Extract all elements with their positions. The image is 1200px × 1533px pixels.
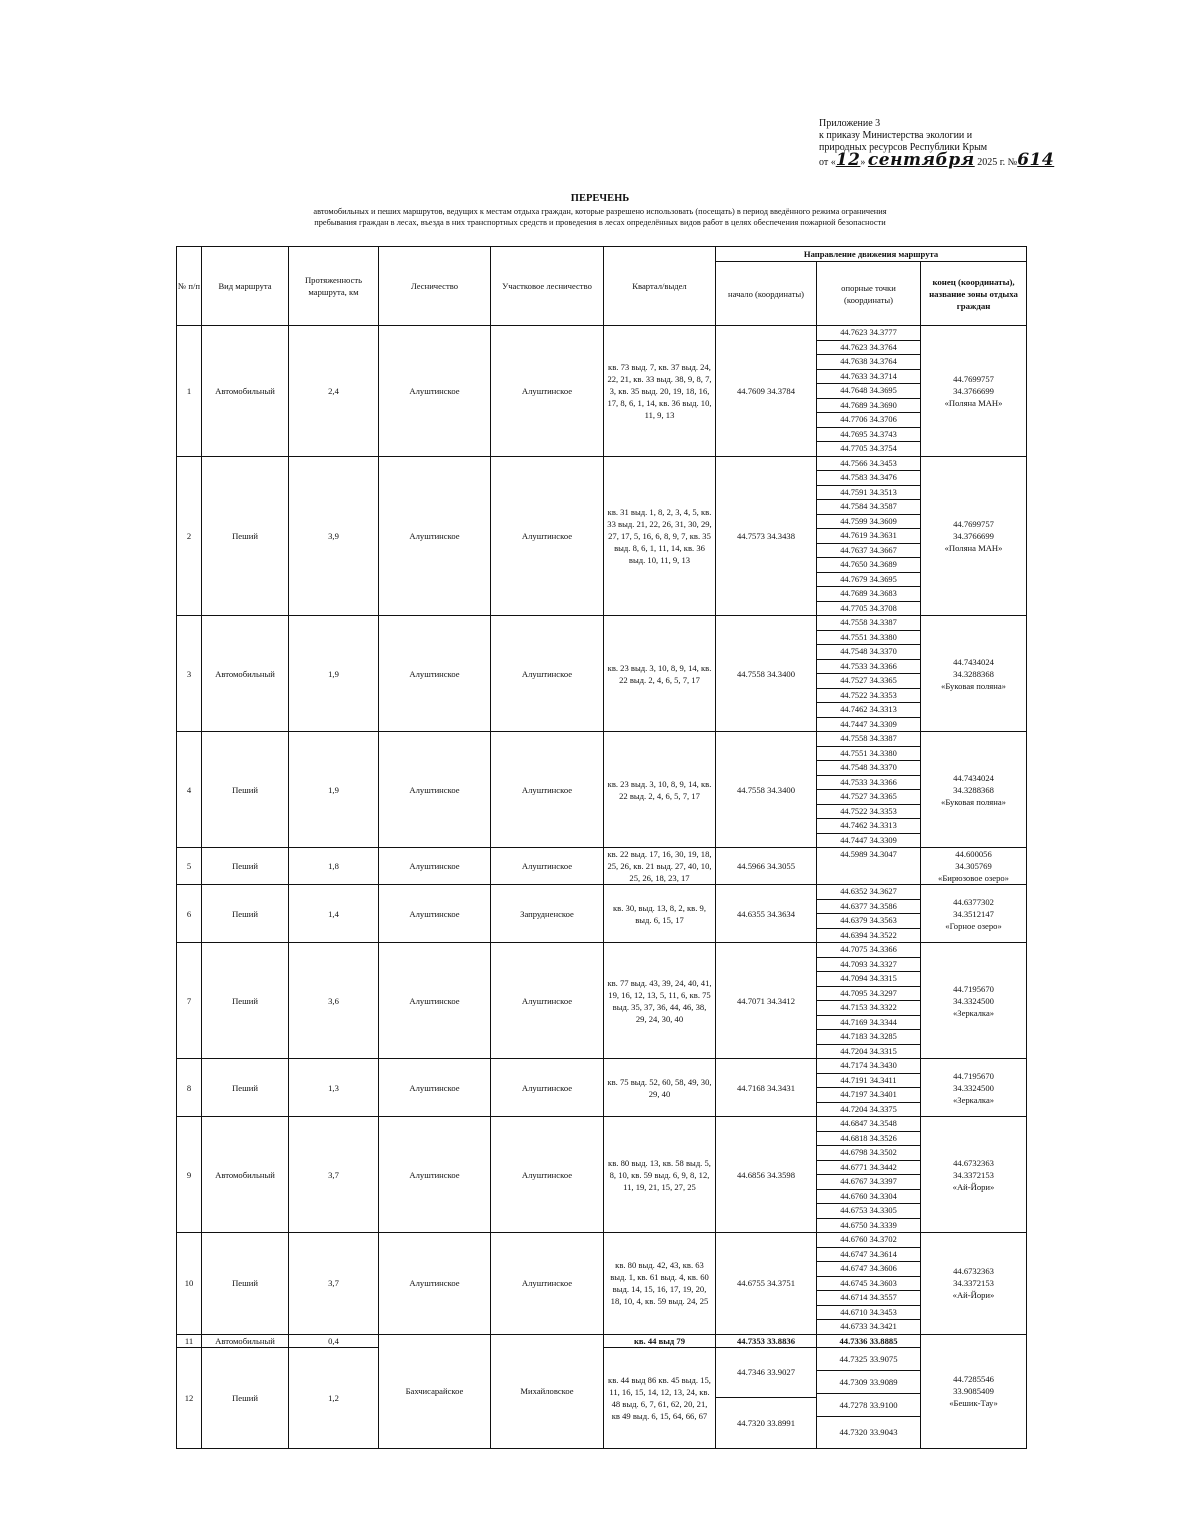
route-district: Алуштинское [491,1233,604,1335]
waypoint: 44.7153 34.3322 [817,1001,920,1016]
header-num: № п/п [177,247,202,326]
waypoint: 44.7093 34.3327 [817,958,920,973]
route-num: 8 [177,1059,202,1117]
route-type: Автомобильный [202,326,289,457]
waypoint: 44.6747 34.3606 [817,1262,920,1277]
appendix-date-line [819,150,1059,170]
header-waypoints: опорные точки (координаты) [817,262,921,326]
waypoint: 44.7583 34.3476 [817,471,920,486]
subtitle-line-2: пребывания граждан в лесах, въезда в них транспортных средств и проведения в лесах определённых видов работ в целях обеспечения пожарной безопасности [314,218,886,227]
start-point-a: 44.7346 33.9027 [716,1348,816,1399]
route-quarter: кв. 73 выд. 7, кв. 37 выд. 24, 22, 21, кв. 33 выд. 38, 9, 8, 7, 3, кв. 35 выд. 20, 19, 18, 16, 17, 8, 6, 1, 14, кв. 36 выд. 10, 11, 9, 13 [604,326,716,457]
route-waypoints [817,885,921,943]
table-row [177,1233,1027,1335]
route-length: 2,4 [289,326,379,457]
table-body [177,326,1027,1449]
waypoint: 44.7619 34.3631 [817,529,920,544]
route-end [921,1233,1027,1335]
waypoint: 44.7689 34.3690 [817,399,920,414]
route-district: Михайловское [491,1334,604,1448]
route-end [921,848,1027,885]
waypoint: 44.7705 34.3754 [840,444,897,453]
route-type: Пеший [202,456,289,616]
end-coordinate: 44.7434024 [953,772,994,783]
route-num: 9 [177,1117,202,1233]
recreation-zone-name: «Буковая поляна» [941,796,1006,807]
route-num: 11 [177,1334,202,1347]
route-waypoints [817,848,921,885]
route-start: 44.6355 34.3634 [716,885,817,943]
route-end [921,1334,1027,1448]
route-length: 3,9 [289,456,379,616]
route-start: 44.7071 34.3412 [716,943,817,1059]
waypoint: 44.7551 34.3380 [817,631,920,646]
waypoint: 44.7447 34.3309 [840,719,897,729]
route-district: Алуштинское [491,848,604,885]
order-number: 614 [1017,150,1055,170]
waypoint: 44.7522 34.3353 [817,689,920,704]
waypoint: 44.6771 34.3442 [817,1161,920,1176]
route-forestry: Бахчисарайское [379,1334,491,1448]
document-subtitle [180,206,1020,228]
route-end [921,456,1027,616]
route-num: 2 [177,456,202,616]
waypoint: 44.7197 34.3401 [817,1088,920,1103]
waypoint: 44.7695 34.3743 [817,428,920,443]
waypoint: 44.7095 34.3297 [817,987,920,1002]
waypoint: 44.7527 34.3365 [817,790,920,805]
waypoint: 44.7584 34.3587 [817,500,920,515]
route-quarter: кв. 80 выд. 42, 43, кв. 63 выд. 1, кв. 61 выд. 4, кв. 60 выд. 14, 15, 16, 17, 19, 20, 18, 10, 4, кв. 59 выд. 24, 25 [604,1233,716,1335]
route-quarter: кв. 23 выд. 3, 10, 8, 9, 14, кв. 22 выд. 2, 4, 6, 5, 7, 17 [604,732,716,848]
route-waypoints [817,1347,921,1448]
route-type: Автомобильный [202,1334,289,1347]
route-num: 4 [177,732,202,848]
waypoint: 44.6379 34.3563 [817,914,920,929]
waypoint: 44.6352 34.3627 [817,885,920,900]
route-end [921,616,1027,732]
header-district: Участковое лесничество [491,247,604,326]
route-type: Пеший [202,1347,289,1448]
recreation-zone-name: «Бешик-Тау» [949,1398,998,1408]
table-row [177,848,1027,885]
waypoint: 44.7533 34.3366 [817,660,920,675]
waypoint: 44.6760 34.3702 [817,1233,920,1248]
route-length: 3,6 [289,943,379,1059]
start-point-b: 44.7320 33.8991 [736,1417,795,1428]
route-district: Алуштинское [491,456,604,616]
route-num: 6 [177,885,202,943]
waypoint: 44.6733 34.3421 [840,1322,897,1331]
table-row [177,1117,1027,1233]
header-quarter: Квартал/выдел [604,247,716,326]
route-type: Автомобильный [202,616,289,732]
route-end [921,326,1027,457]
route-start: 44.7558 34.3400 [716,616,817,732]
route-forestry: Алуштинское [379,456,491,616]
route-district: Алуштинское [491,1059,604,1117]
route-num: 3 [177,616,202,732]
route-quarter: кв. 80 выд. 13, кв. 58 выд. 5, 8, 10, кв. 59 выд. 6, 9, 8, 12, 11, 19, 21, 15, 27, 25 [604,1117,716,1233]
waypoint: 44.7679 34.3695 [817,573,920,588]
waypoint: 44.6750 34.3339 [840,1220,897,1230]
route-length: 3,7 [289,1117,379,1233]
waypoint: 44.7094 34.3315 [817,972,920,987]
waypoint: 44.7591 34.3513 [817,486,920,501]
route-end [921,732,1027,848]
route-district: Алуштинское [491,732,604,848]
waypoint: 44.6745 34.3603 [817,1277,920,1292]
date-prefix: от « [819,157,836,168]
waypoint: 44.7447 34.3309 [840,835,897,845]
header-type: Вид маршрута [202,247,289,326]
route-num: 10 [177,1233,202,1335]
table-row [177,616,1027,732]
route-forestry: Алуштинское [379,616,491,732]
route-end [921,1117,1027,1233]
end-coordinate: 34.3324500 [953,1082,994,1093]
end-coordinate: 34.3324500 [953,995,994,1006]
end-coordinate: 44.600056 [955,849,992,859]
recreation-zone-name: «Поляна МАН» [944,397,1003,408]
route-forestry: Алуштинское [379,1059,491,1117]
route-start: 44.6856 34.3598 [716,1117,817,1233]
route-length: 3,7 [289,1233,379,1335]
header-end: конец (координаты), название зоны отдыха граждан [921,262,1027,326]
end-coordinate: 33.9085409 [953,1386,994,1396]
waypoint: 44.7522 34.3353 [817,805,920,820]
route-num: 7 [177,943,202,1059]
waypoint: 44.7551 34.3380 [817,747,920,762]
end-coordinate: 44.7285546 [953,1374,994,1384]
waypoint: 44.7325 33.9075 [817,1348,920,1371]
waypoint: 44.7650 34.3689 [817,558,920,573]
waypoint: 44.6394 34.3522 [840,930,897,940]
route-start: 44.7573 34.3438 [716,456,817,616]
end-coordinate: 44.7195670 [953,1070,994,1081]
route-waypoints [817,456,921,616]
route-quarter: кв. 77 выд. 43, 39, 24, 40, 41, 19, 16, 12, 13, 5, 11, 6, кв. 75 выд. 35, 37, 36, 44, 46, 38, 29, 24, 30, 40 [604,943,716,1059]
waypoint: 44.6767 34.3397 [817,1175,920,1190]
end-coordinate: 44.6732363 [953,1266,994,1277]
route-waypoints [817,943,921,1059]
route-length: 1,8 [289,848,379,885]
table-row [177,732,1027,848]
waypoint: 44.7191 34.3411 [817,1074,920,1089]
header-start: начало (координаты) [716,262,817,326]
route-num: 1 [177,326,202,457]
waypoint: 44.6760 34.3304 [817,1190,920,1205]
route-waypoints [817,1233,921,1335]
route-start: 44.7353 33.8836 [716,1334,817,1347]
date-sep: » [860,157,866,168]
date-month: сентября [867,150,975,170]
route-quarter: кв. 22 выд. 17, 16, 30, 19, 18, 25, 26, кв. 21 выд. 27, 40, 10, 25, 26, 18, 23, 17 [604,848,716,885]
waypoint: 44.6747 34.3614 [817,1248,920,1263]
route-type: Пеший [202,732,289,848]
header-length: Протяженность маршрута, км [289,247,379,326]
recreation-zone-name: «Бирюзовое озеро» [938,873,1009,883]
table-row [177,326,1027,457]
route-forestry: Алуштинское [379,885,491,943]
waypoint: 44.7633 34.3714 [817,370,920,385]
recreation-zone-name: «Буковая поляна» [941,680,1006,691]
end-coordinate: 34.3288368 [953,668,994,679]
waypoint: 44.7548 34.3370 [817,645,920,660]
route-end [921,885,1027,943]
header-forestry: Лесничество [379,247,491,326]
waypoint: 44.7462 34.3313 [817,703,920,718]
end-coordinate: 44.7699757 [953,373,994,384]
table-row [177,1059,1027,1117]
waypoint: 44.7623 34.3764 [817,341,920,356]
route-type: Пеший [202,1059,289,1117]
route-length: 1,2 [289,1347,379,1448]
route-district: Алуштинское [491,326,604,457]
route-length: 0,4 [289,1334,379,1347]
route-start: 44.7558 34.3400 [716,732,817,848]
waypoint: 44.7527 34.3365 [817,674,920,689]
waypoint: 44.7174 34.3430 [817,1059,920,1074]
route-type: Пеший [202,885,289,943]
recreation-zone-name: «Зеркалка» [952,1007,995,1018]
waypoint: 44.7204 34.3315 [840,1046,897,1056]
route-start: 44.5966 34.3055 [716,848,817,885]
end-coordinate: 34.3766699 [953,385,994,396]
waypoint: 44.7204 34.3375 [840,1104,897,1114]
route-waypoints [817,616,921,732]
route-forestry: Алуштинское [379,1117,491,1233]
route-forestry: Алуштинское [379,943,491,1059]
route-end [921,1059,1027,1117]
end-coordinate: 34.3372153 [953,1278,994,1289]
end-coordinate: 34.3766699 [953,530,994,541]
subtitle-line-1: автомобильных и пеших маршрутов, ведущих к местам отдыха граждан, которые разрешено использовать (посещать) в период введённого режима ограничения [313,207,887,216]
date-year: 2025 г. № [977,157,1018,168]
route-type: Пеший [202,1233,289,1335]
route-start [716,1347,817,1448]
route-start: 44.7609 34.3784 [716,326,817,457]
appendix-title: Приложение 3 [819,118,881,129]
waypoint: 44.7309 33.9089 [817,1371,920,1394]
waypoint: 44.7689 34.3683 [817,587,920,602]
route-type: Пеший [202,943,289,1059]
route-quarter: кв. 23 выд. 3, 10, 8, 9, 14, кв. 22 выд. 2, 4, 6, 5, 7, 17 [604,616,716,732]
date-day: 12 [835,150,861,170]
route-forestry: Алуштинское [379,848,491,885]
route-waypoints [817,1117,921,1233]
appendix-ministry: природных ресурсов Республики Крым [819,142,988,153]
route-num: 12 [177,1347,202,1448]
route-type: Автомобильный [202,1117,289,1233]
waypoint: 44.6714 34.3557 [817,1291,920,1306]
table-row [177,885,1027,943]
waypoint: 44.7558 34.3387 [817,616,920,631]
waypoint: 44.6710 34.3453 [817,1306,920,1321]
waypoint: 44.5989 34.3047 [840,850,897,859]
recreation-zone-name: «Ай-Йори» [952,1181,995,1192]
route-forestry: Алуштинское [379,732,491,848]
recreation-zone-name: «Ай-Йори» [952,1290,995,1301]
route-end [921,943,1027,1059]
waypoint: 44.7278 33.9100 [817,1394,920,1417]
route-length: 1,9 [289,616,379,732]
table-row [177,1334,1027,1347]
waypoint: 44.7183 34.3285 [817,1030,920,1045]
end-coordinate: 44.7195670 [953,983,994,994]
waypoint: 44.7548 34.3370 [817,761,920,776]
route-quarter: кв. 75 выд. 52, 60, 58, 49, 30, 29, 40 [604,1059,716,1117]
waypoint: 44.7637 34.3667 [817,544,920,559]
route-quarter: кв. 44 выд 86 кв. 45 выд. 15, 11, 16, 15, 14, 12, 13, 24, кв. 48 выд. 6, 7, 61, 62, 20, 21, кв 49 выд. 6, 15, 64, 66, 67 [604,1347,716,1448]
waypoint: 44.7706 34.3706 [817,413,920,428]
end-coordinate: 44.7699757 [953,518,994,529]
end-coordinate: 44.7434024 [953,656,994,667]
end-coordinate: 34.3372153 [953,1169,994,1180]
appendix-order-ref: к приказу Министерства экологии и [819,130,973,141]
route-start: 44.6755 34.3751 [716,1233,817,1335]
end-coordinate: 44.6732363 [953,1157,994,1168]
route-quarter: кв. 44 выд 79 [604,1334,716,1347]
routes-table [176,246,1027,1449]
route-district: Алуштинское [491,616,604,732]
table-row [177,456,1027,616]
waypoint: 44.7558 34.3387 [817,732,920,747]
waypoint: 44.6798 34.3502 [817,1146,920,1161]
route-waypoints [817,732,921,848]
route-start: 44.7168 34.3431 [716,1059,817,1117]
document-title: ПЕРЕЧЕНЬ [570,193,630,204]
recreation-zone-name: «Поляна МАН» [944,542,1003,553]
waypoint: 44.7566 34.3453 [817,457,920,472]
waypoint: 44.6753 34.3305 [817,1204,920,1219]
header-direction: Направление движения маршрута [716,247,1027,262]
route-quarter: кв. 30, выд. 13, 8, 2, кв. 9, выд. 6, 15, 17 [604,885,716,943]
route-district: Алуштинское [491,1117,604,1233]
waypoint: 44.7075 34.3366 [817,943,920,958]
route-length: 1,3 [289,1059,379,1117]
appendix-header [819,118,1059,169]
route-forestry: Алуштинское [379,1233,491,1335]
end-coordinate: 34.3512147 [953,908,994,919]
waypoint: 44.6377 34.3586 [817,900,920,915]
route-waypoints [817,326,921,457]
route-waypoints [817,1059,921,1117]
waypoint: 44.7533 34.3366 [817,776,920,791]
waypoint: 44.7705 34.3708 [840,603,897,613]
route-district: Запрудненское [491,885,604,943]
route-type: Пеший [202,848,289,885]
waypoint: 44.7462 34.3313 [817,819,920,834]
end-coordinate: 44.6377302 [953,896,994,907]
waypoint: 44.7648 34.3695 [817,384,920,399]
waypoint: 44.7169 34.3344 [817,1016,920,1031]
table-header [177,247,1027,326]
recreation-zone-name: «Горное озеро» [945,920,1002,931]
recreation-zone-name: «Зеркалка» [952,1094,995,1105]
waypoint: 44.7599 34.3609 [817,515,920,530]
end-coordinate: 34.3288368 [953,784,994,795]
waypoint: 44.7320 33.9043 [839,1427,898,1438]
end-coordinate: 34.305769 [955,861,992,871]
waypoint: 44.6818 34.3526 [817,1132,920,1147]
waypoint: 44.7336 33.8885 [817,1334,921,1347]
waypoint: 44.7638 34.3764 [817,355,920,370]
route-quarter: кв. 31 выд. 1, 8, 2, 3, 4, 5, кв. 33 выд. 21, 22, 26, 31, 30, 29, 27, 17, 5, 16, 6, 8, 9, 7, кв. 35 выд. 8, 6, 1, 11, 14, кв. 36 выд. 10, 11, 9, 13 [604,456,716,616]
route-length: 1,4 [289,885,379,943]
route-district: Алуштинское [491,943,604,1059]
route-num: 5 [177,848,202,885]
waypoint: 44.7623 34.3777 [817,326,920,341]
route-length: 1,9 [289,732,379,848]
waypoint: 44.6847 34.3548 [817,1117,920,1132]
table-row [177,943,1027,1059]
route-forestry: Алуштинское [379,326,491,457]
